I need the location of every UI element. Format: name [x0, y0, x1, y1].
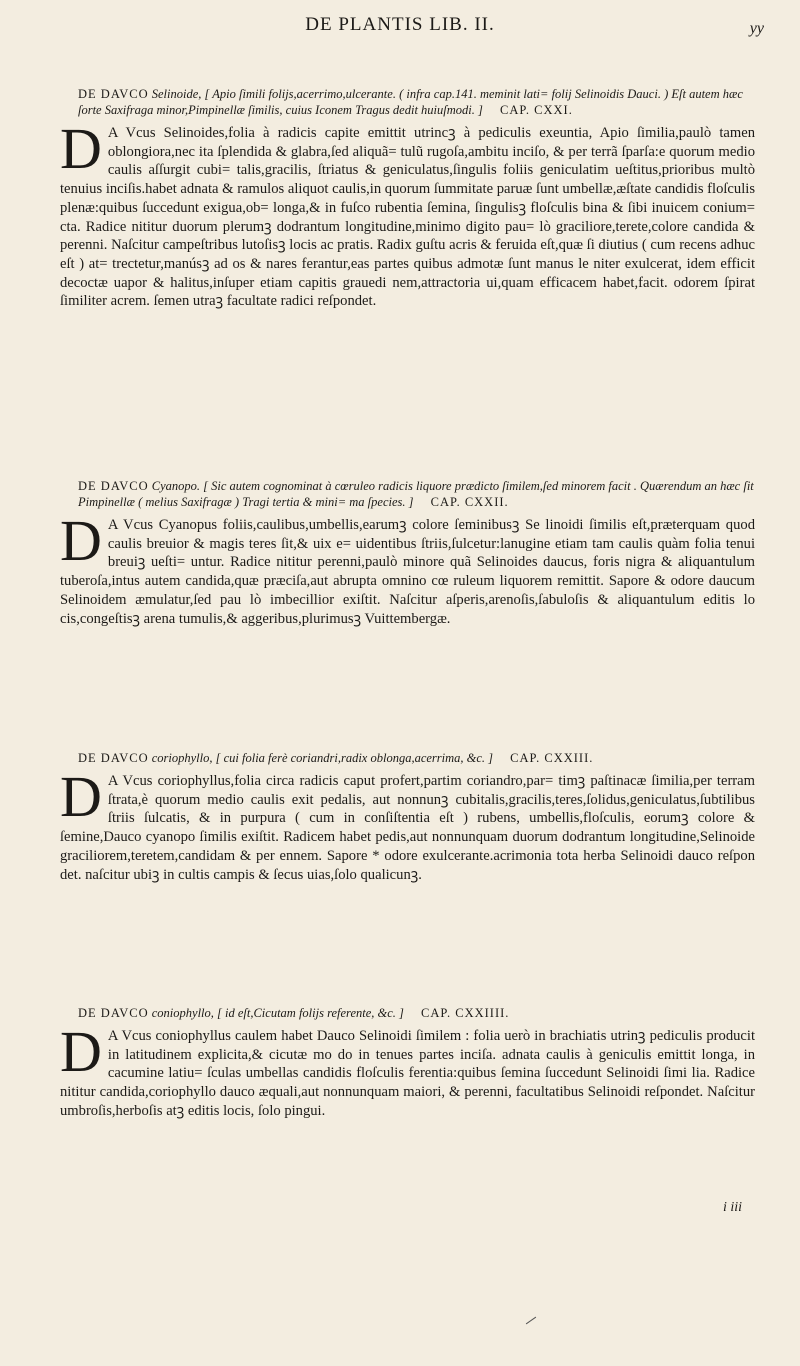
- chapter-text: A Vcus coniophyllus caulem habet Dauco Selinoidi ſimilem : folia uerò in brachiatis utrinꝫ pediculis producit in latitudinem explicita,& cicutæ mo do in tenues partes inciſa. adnata caulis à geniculis emittit longa, in cacumine latiu= ſculas umbellas candidis floſculis ferentia:quibus ſemina ſuccedunt Selinoidi ſimi lia. Radice nititur candida,coriophyllo dauco æquali,aut nonnunquam maiori, & perenni, facultatibus Selinoidi reſpondet. Naſcitur umbroſis,herboſis atꝫ editis locis, ſolo pingui.: [60, 1028, 755, 1119]
- caption-lead: DE DAVCO: [78, 479, 149, 493]
- chapter-number: CAP. CXXII.: [430, 495, 509, 509]
- chapter-121: [60, 86, 755, 311]
- running-title: DE PLANTIS LIB. II.: [305, 14, 495, 35]
- chapter-123: [60, 750, 755, 884]
- caption-lead: DE DAVCO: [78, 87, 149, 101]
- chapter-number: CAP. CXXI.: [499, 103, 573, 117]
- caption-text: Cyanopo. [ Sic autem cognominat à cœruleo radicis liquore prædicto ſimilem,ſed minorem facit . Quærendum an hæc ſit Pimpinellæ ( melius Saxifragæ ) Tragi tertia & mini= ma ſpecies. ]: [78, 479, 754, 509]
- chapter-text: A Vcus Selinoides,folia à radicis capite emittit utrincꝫ à pediculis exeuntia, Apio ſimilia,paulò tamen oblongiora,nec ita ſplendida & glabra,ſed aliquã= tulũ rugoſa,ambitu inciſo, & per terrã ſparſa:e quorum medio caulis aſſurgit cubi= talis,gracilis, ſtriatus & geniculatus,ſingulis foliis geniculatim ueſtitus,prioribus multò tenuius inciſis.habet adnata & ramulos aliquot caulis,in quorum ſummitate paruæ ſunt umbellæ,æſtate candidis floſculis plenæ:quibus ſuccedunt exigua,ob= longa,& in fuſco rubentia ſemina, ſingulisꝫ floſculis bina & ſibi inuicem conium= cta. Radice nititur duorum plerumꝫ dodrantum longitudine,minimo digito pau= lò graciliore,terete,colore candida & perenni. Naſcitur campeſtribus lutoſisꝫ locis ac pratis. Radix guſtu acris & feruida eſt,quæ ſi diutius ( cum recens adhuc eſt ) at= trectetur,manúsꝫ ad os & nares ferantur,eas partes quibus admotæ ſunt manus le niter exulcerat, idem efficit decoctæ uapor & halitus,inſuper etiam capitis grauedi nem,attractoria ui,quam efficacem habet,facit. odorem ſpirat ſimiliter acrem. ſemen utraꝫ facultate radici reſpondet.: [60, 125, 755, 310]
- chapter-number: CAP. CXXIII.: [510, 751, 594, 765]
- chapter-text: A Vcus coriophyllus,folia circa radicis caput profert,partim coriandro,par= timꝫ paſtinacæ ſimilia,per terram ſtrata,è quorum medio caulis exit pedalis, aut nonnunꝫ cubitalis,gracilis,teres,ſolidus,geniculatus,ſubtilibus ſtriis ſulcatis, & in purpura ( cum in conſiſtentia eſt ) rubens, umbellis,floſculis, eorumꝫ colore & ſemine,Dauco cyanopo ſimilis exiſtit. Radicem habet pedis,aut nonnunquam duorum dodrantum longitudine,Selinoide graciliorem,teretem,candidam & per ennem. Sapore * odore exulcerante.acrimonia tota herba Selinoidi dauco reſpon det. naſcitur ubiꝫ in cultis campis & ſecus uias,ſolo qualicunꝫ.: [60, 773, 755, 883]
- caption-text: coriophyllo, [ cui folia ferè coriandri,radix oblonga,acerrima, &c. ]: [151, 751, 494, 765]
- chapter-caption: [78, 1005, 755, 1021]
- drop-cap: D: [60, 764, 102, 829]
- folio-number: yy: [749, 20, 764, 37]
- chapter-caption: [78, 86, 755, 118]
- signature-mark: i iii: [722, 1200, 742, 1215]
- chapter-body: [60, 764, 755, 884]
- chapter-number: CAP. CXXIIII.: [421, 1006, 510, 1020]
- chapter-body: [60, 1019, 755, 1121]
- chapter-body: [60, 116, 755, 311]
- caption-text: Selinoide, [ Apio ſimili folijs,acerrimo,ulcerante. ( infra cap.141. meminit lati= folij Selinoidis Dauci. ) Eſt autem hæc ſorte Saxifraga minor,Pimpinellæ ſimilis, cuius Iconem Tragus dedit huiuſmodi. ]: [78, 87, 743, 117]
- chapter-text: A Vcus Cyanopus foliis,caulibus,umbellis,earumꝫ colore ſeminibusꝫ Se linoidi ſimilis eſt,præterquam quod caulis breuior & magis teres ſit,& uix e= uidentibus ſtriis,ſulcetur:lanugine etiam tam caulis quàm folia tenui breuiꝫ ueſti= untur. Radice nititur perenni,paulò minore quã Selinoides daucus, foris nigra & aliquantulum tuberoſa,intus autem candida,quæ præciſa,aut abrupta omnino cœ ruleum liquorem remittit. Sapore & odore daucum Selinoidem æmulatur,ſed pau lò imbecillior exiſtit. Naſcitur aſperis,arenoſis,ſabuloſis & aliquantulum editis lo cis,congeſtisꝫ arena tumulis,& aggeribus,plurimusꝫ Vuittembergæ.: [60, 517, 755, 627]
- ink-mark: [526, 1317, 536, 1325]
- drop-cap: D: [60, 116, 102, 181]
- caption-text: coniophyllo, [ id eſt,Cicutam folijs referente, &c. ]: [151, 1006, 404, 1020]
- drop-cap: D: [60, 1019, 102, 1084]
- chapter-122: [60, 478, 755, 628]
- chapter-124: [60, 1005, 755, 1121]
- drop-cap: D: [60, 508, 102, 573]
- chapter-caption: [78, 750, 755, 766]
- chapter-body: [60, 508, 755, 628]
- chapter-caption: [78, 478, 755, 510]
- caption-lead: DE DAVCO: [78, 1006, 149, 1020]
- caption-lead: DE DAVCO: [78, 751, 149, 765]
- running-head: [0, 14, 800, 42]
